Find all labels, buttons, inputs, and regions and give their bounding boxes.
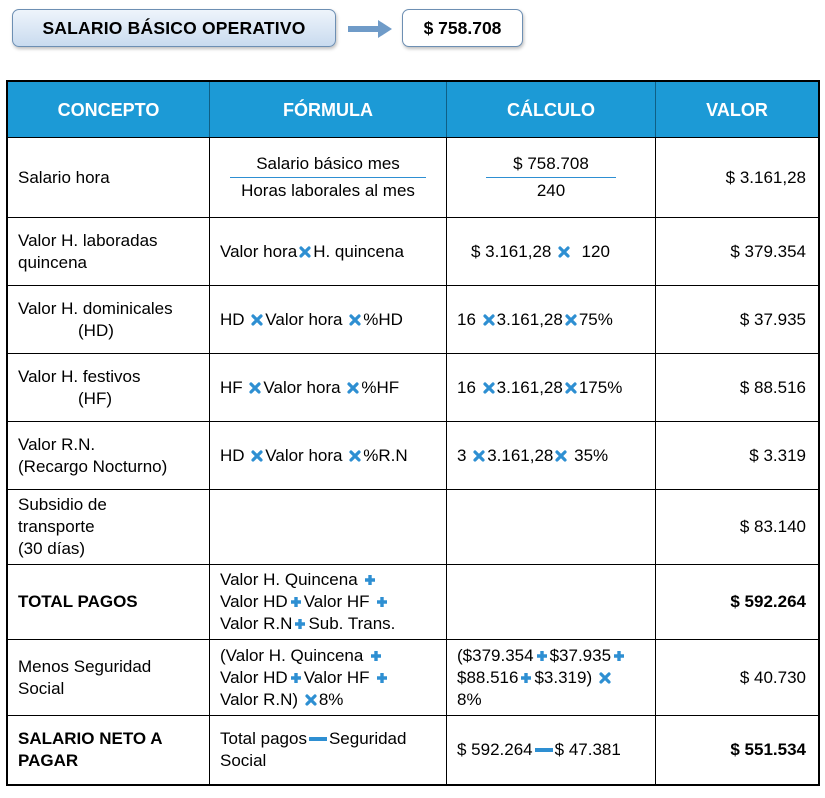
multiply-icon bbox=[482, 313, 496, 327]
multiply-icon bbox=[298, 245, 312, 259]
concept-cell bbox=[8, 354, 209, 421]
value-text: $ 40.730 bbox=[739, 667, 806, 687]
concept-line: Valor H. laboradas bbox=[18, 230, 158, 250]
payroll-table bbox=[6, 80, 820, 786]
calc-term: 3 bbox=[457, 445, 467, 465]
concept-line: (30 días) bbox=[18, 539, 86, 558]
fraction-denominator: Horas laborales al mes bbox=[241, 181, 415, 200]
formula-cell bbox=[209, 490, 446, 564]
concept-line: Valor H. dominicales bbox=[18, 298, 173, 318]
value-text: $ 379.354 bbox=[730, 241, 806, 261]
calc-cell bbox=[446, 138, 655, 217]
concept-cell bbox=[8, 640, 209, 715]
concept-line: quincena bbox=[18, 252, 88, 272]
concept-line: Menos Seguridad bbox=[18, 656, 152, 676]
table-row bbox=[8, 639, 818, 715]
formula-cell bbox=[209, 640, 446, 715]
multiply-icon bbox=[564, 313, 578, 327]
formula-term: Seguridad bbox=[328, 729, 407, 748]
formula-term: Valor HD bbox=[220, 592, 288, 611]
formula-cell bbox=[209, 565, 446, 639]
minus-icon bbox=[308, 732, 328, 746]
value-cell bbox=[655, 716, 818, 784]
concept-text: Salario hora bbox=[18, 167, 110, 187]
plus-icon bbox=[535, 649, 549, 663]
fraction-numerator: $ 758.708 bbox=[513, 154, 589, 173]
concept-cell bbox=[8, 218, 209, 285]
value-cell bbox=[655, 490, 818, 564]
formula-term: Valor HF bbox=[303, 592, 370, 611]
concept-line: PAGAR bbox=[18, 751, 79, 770]
concept-cell bbox=[8, 716, 209, 784]
calc-term: 16 bbox=[457, 309, 476, 329]
multiply-icon bbox=[250, 449, 264, 463]
concept-text: TOTAL PAGOS bbox=[18, 592, 138, 611]
formula-term: Valor hora bbox=[265, 445, 343, 465]
formula-term: 8% bbox=[318, 689, 344, 709]
formula-term: Valor hora bbox=[265, 309, 343, 329]
table-row bbox=[8, 353, 818, 421]
table-header-row bbox=[8, 82, 818, 137]
calc-term: 75% bbox=[578, 309, 613, 329]
value-text: $ 592.264 bbox=[730, 592, 806, 611]
calc-term: $3.319) bbox=[534, 667, 593, 687]
calc-term: 3.161,28 bbox=[487, 445, 554, 465]
fraction-numerator: Salario básico mes bbox=[256, 154, 400, 173]
formula-term: Valor R.N) bbox=[220, 689, 299, 709]
calc-cell bbox=[446, 565, 655, 639]
formula-term: %HD bbox=[363, 309, 403, 329]
concept-cell bbox=[8, 422, 209, 489]
formula-term: Valor hora bbox=[220, 241, 298, 261]
value-cell bbox=[655, 138, 818, 217]
multiply-icon bbox=[557, 245, 571, 259]
calc-cell bbox=[446, 422, 655, 489]
concept-line: Subsidio de bbox=[18, 495, 107, 514]
value-cell bbox=[655, 640, 818, 715]
multiply-icon bbox=[348, 313, 362, 327]
value-cell bbox=[655, 286, 818, 353]
concept-line: SALARIO NETO A bbox=[18, 729, 163, 748]
plus-icon bbox=[375, 595, 389, 609]
concept-cell bbox=[8, 565, 209, 639]
calc-term: $88.516 bbox=[457, 667, 519, 687]
multiply-icon bbox=[482, 381, 496, 395]
formula-cell bbox=[209, 286, 446, 353]
value-text: $ 3.161,28 bbox=[725, 167, 806, 187]
calc-term: ($379.354 bbox=[457, 645, 534, 665]
salary-value-box bbox=[402, 9, 523, 47]
formula-cell bbox=[209, 422, 446, 489]
formula-term: Valor HD bbox=[220, 667, 288, 687]
concept-cell bbox=[8, 490, 209, 564]
formula-cell bbox=[209, 716, 446, 784]
concept-line: (HD) bbox=[78, 320, 114, 340]
concept-line: (HF) bbox=[78, 388, 112, 408]
multiply-icon bbox=[472, 449, 486, 463]
table-row bbox=[8, 489, 818, 564]
calc-cell bbox=[446, 640, 655, 715]
plus-icon bbox=[289, 671, 303, 685]
formula-term: %HF bbox=[361, 377, 400, 397]
fraction-line bbox=[230, 177, 426, 178]
formula-term: HD bbox=[220, 309, 245, 329]
formula-term: H. quincena bbox=[313, 241, 404, 261]
plus-icon bbox=[369, 649, 383, 663]
formula-term: Valor hora bbox=[263, 377, 341, 397]
arrow-right-icon bbox=[346, 19, 394, 39]
table-row bbox=[8, 285, 818, 353]
col-header-formula: FÓRMULA bbox=[209, 82, 446, 137]
multiply-icon bbox=[554, 449, 568, 463]
calc-term: 175% bbox=[578, 377, 623, 397]
value-cell bbox=[655, 354, 818, 421]
formula-term: Valor HF bbox=[303, 667, 370, 687]
value-cell bbox=[655, 218, 818, 285]
formula-term: (Valor H. Quincena bbox=[220, 645, 364, 665]
title-box bbox=[12, 9, 336, 47]
calc-term: $ 592.264 bbox=[457, 740, 533, 759]
plus-icon bbox=[612, 649, 626, 663]
formula-cell bbox=[209, 138, 446, 217]
formula-term: Sub. Trans. bbox=[308, 614, 396, 633]
calc-term: 16 bbox=[457, 377, 476, 397]
calc-cell bbox=[446, 218, 655, 285]
concept-cell bbox=[8, 138, 209, 217]
plus-icon bbox=[363, 573, 377, 587]
value-text: $ 3.319 bbox=[749, 445, 806, 465]
table-row bbox=[8, 564, 818, 639]
title-text: SALARIO BÁSICO OPERATIVO bbox=[42, 17, 306, 38]
value-cell bbox=[655, 565, 818, 639]
value-text: $ 551.534 bbox=[730, 740, 806, 759]
formula-term: Valor H. Quincena bbox=[220, 570, 358, 589]
col-header-valor: VALOR bbox=[655, 82, 818, 137]
fraction-line bbox=[486, 177, 616, 178]
calc-cell bbox=[446, 286, 655, 353]
calc-term: 120 bbox=[581, 241, 610, 261]
fraction-denominator: 240 bbox=[536, 181, 566, 200]
concept-line: Valor H. festivos bbox=[18, 366, 141, 386]
plus-icon bbox=[293, 617, 307, 631]
plus-icon bbox=[375, 671, 389, 685]
calc-term: 3.161,28 bbox=[496, 377, 563, 397]
formula-term: HD bbox=[220, 445, 245, 465]
multiply-icon bbox=[250, 313, 264, 327]
col-header-concepto: CONCEPTO bbox=[57, 99, 160, 120]
plus-icon bbox=[289, 595, 303, 609]
minus-icon bbox=[534, 743, 554, 757]
calc-term: 3.161,28 bbox=[496, 309, 563, 329]
formula-cell bbox=[209, 354, 446, 421]
value-text: $ 83.140 bbox=[739, 517, 806, 536]
multiply-icon bbox=[598, 671, 612, 685]
formula-cell bbox=[209, 218, 446, 285]
calc-term: 8% bbox=[457, 689, 482, 709]
formula-term: Social bbox=[220, 751, 267, 770]
formula-term: Valor R.N bbox=[220, 614, 293, 633]
formula-term: %R.N bbox=[363, 445, 408, 465]
calc-cell bbox=[446, 354, 655, 421]
table-row bbox=[8, 715, 818, 784]
formula-term: HF bbox=[220, 377, 243, 397]
multiply-icon bbox=[248, 381, 262, 395]
value-text: $ 37.935 bbox=[739, 309, 806, 329]
multiply-icon bbox=[346, 381, 360, 395]
calc-term: 35% bbox=[574, 445, 609, 465]
calc-cell bbox=[446, 490, 655, 564]
multiply-icon bbox=[348, 449, 362, 463]
table-row bbox=[8, 421, 818, 489]
value-text: $ 88.516 bbox=[739, 377, 806, 397]
table-row bbox=[8, 217, 818, 285]
calc-term: $37.935 bbox=[549, 645, 612, 665]
calc-term: $ 3.161,28 bbox=[471, 241, 552, 261]
multiply-icon bbox=[564, 381, 578, 395]
value-cell bbox=[655, 422, 818, 489]
formula-term: Total pagos bbox=[220, 729, 307, 748]
salary-value: $ 758.708 bbox=[423, 17, 502, 38]
col-header-calculo: CÁLCULO bbox=[446, 82, 655, 137]
calc-cell bbox=[446, 716, 655, 784]
plus-icon bbox=[519, 671, 533, 685]
concept-line: (Recargo Nocturno) bbox=[18, 456, 168, 476]
concept-line: Valor R.N. bbox=[18, 434, 96, 454]
concept-line: transporte bbox=[18, 517, 95, 536]
calc-term: $ 47.381 bbox=[554, 740, 621, 759]
concept-cell bbox=[8, 286, 209, 353]
table-row bbox=[8, 137, 818, 217]
concept-line: Social bbox=[18, 678, 65, 698]
multiply-icon bbox=[304, 693, 318, 707]
